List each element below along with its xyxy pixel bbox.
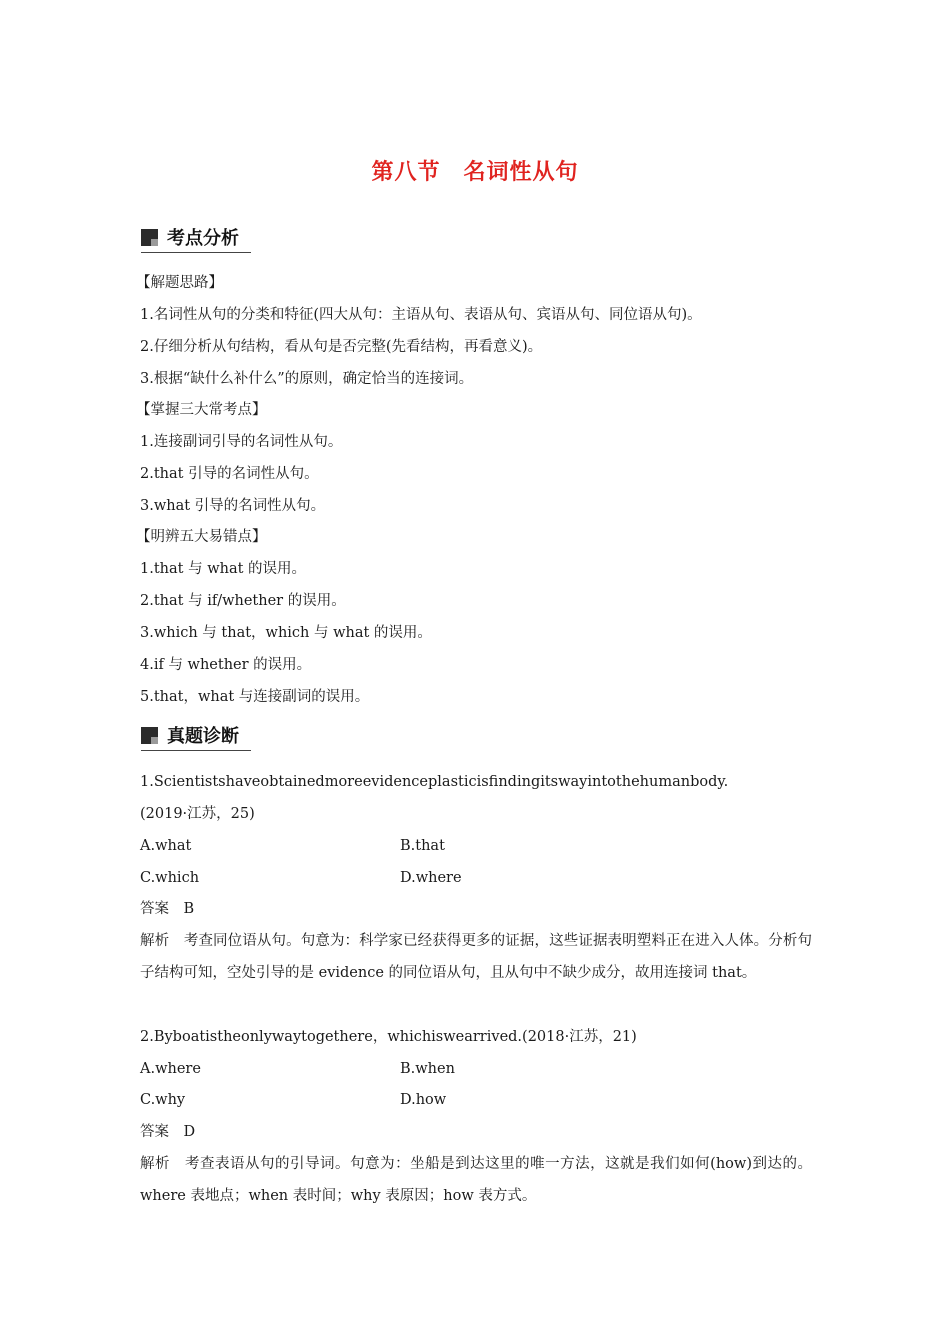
section-heading-analysis bbox=[141, 224, 239, 250]
list-item: 1.that 与 what 的误用。 bbox=[140, 561, 307, 577]
list-item: 2.that 与 if/whether 的误用。 bbox=[140, 593, 346, 609]
section-marker-icon bbox=[141, 229, 158, 246]
list-item: 2.that 引导的名词性从句。 bbox=[140, 466, 319, 482]
list-item: 2.仔细分析从句结构，看从句是否完整(先看结构，再看意义)。 bbox=[140, 339, 543, 355]
option-b: B.that bbox=[400, 838, 445, 854]
list-item: 4.if 与 whether 的误用。 bbox=[140, 657, 312, 673]
section-marker-icon bbox=[141, 727, 158, 744]
question-stem: 1.Scientistshaveobtainedmoreevidenceplasticisfindingitswayintothehumanbody. bbox=[140, 774, 729, 790]
option-b: B.when bbox=[400, 1061, 455, 1077]
analysis: 解析 考查同位语从句。句意为：科学家已经获得更多的证据，这些证据表明塑料正在进入人体。分析句子结构可知，空处引导的是 evidence 的同位语从句，且从句中不缺少成分，故用连接词 that。 bbox=[140, 933, 812, 981]
option-a: A.what bbox=[140, 838, 192, 854]
list-item: 5.that，what 与连接副词的误用。 bbox=[140, 689, 370, 705]
list-item: 3.which 与 that，which 与 what 的误用。 bbox=[140, 625, 432, 641]
question-source: (2019·江苏，25) bbox=[140, 806, 255, 822]
group-title-errors: 【明辨五大易错点】 bbox=[136, 529, 267, 545]
list-item: 1.名词性从句的分类和特征(四大从句：主语从句、表语从句、宾语从句、同位语从句)。 bbox=[140, 307, 702, 323]
group-title-approach: 【解题思路】 bbox=[136, 275, 223, 291]
answer: 答案 B bbox=[140, 901, 195, 917]
list-item: 3.根据“缺什么补什么”的原则，确定恰当的连接词。 bbox=[140, 371, 474, 387]
option-a: A.where bbox=[140, 1061, 201, 1077]
question-stem: 2.Byboatistheonlywaytogethere，whichiswearrived.(2018·江苏，21) bbox=[140, 1029, 637, 1045]
list-item: 3.what 引导的名词性从句。 bbox=[140, 498, 326, 514]
group-title-key-points: 【掌握三大常考点】 bbox=[136, 402, 267, 418]
option-c: C.why bbox=[140, 1092, 186, 1108]
section-heading-text: 真题诊断 bbox=[167, 726, 239, 747]
option-d: D.how bbox=[400, 1092, 447, 1108]
option-c: C.which bbox=[140, 870, 200, 886]
section-heading-text: 考点分析 bbox=[167, 228, 239, 249]
section-heading-exam bbox=[141, 722, 239, 748]
answer: 答案 D bbox=[140, 1124, 196, 1140]
section-underline bbox=[141, 252, 251, 253]
section-underline bbox=[141, 750, 251, 751]
analysis: 解析 考查表语从句的引导词。句意为：坐船是到达这里的唯一方法，这就是我们如何(how)到达的。where 表地点；when 表时间；why 表原因；how 表方式。 bbox=[140, 1156, 812, 1204]
option-d: D.where bbox=[400, 870, 462, 886]
list-item: 1.连接副词引导的名词性从句。 bbox=[140, 434, 343, 450]
page-title: 第八节 名词性从句 bbox=[371, 160, 579, 185]
